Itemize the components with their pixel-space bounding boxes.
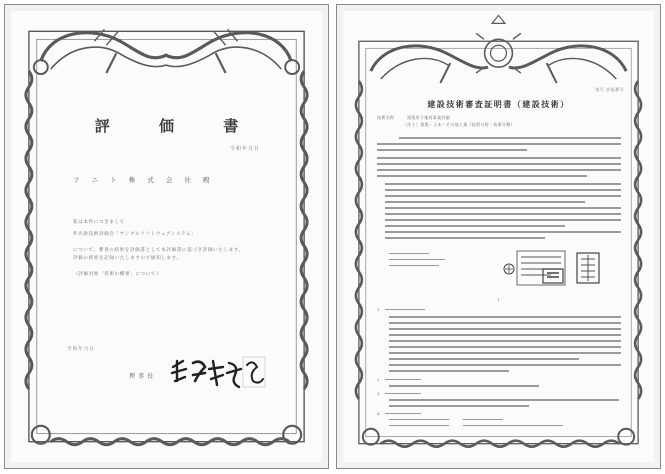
- section-4-number: 4.: [377, 411, 381, 416]
- certificate-right-panel: [336, 4, 661, 469]
- subject-value: 建築用下地材事業評価: [407, 115, 450, 120]
- certificate-right: [343, 11, 654, 462]
- section-1-number: 1.: [377, 307, 381, 312]
- body-line-2: 件名新技術評価会「サンブルソフトウェアシステム」: [73, 232, 197, 237]
- official-seals: [503, 247, 603, 289]
- document-number: 第号 評価番号: [595, 87, 624, 92]
- body-line-1: 私は本件につきまして: [73, 220, 125, 225]
- subject-note: （注１）建築・土木・その他工業（技術分野・技術分類）: [403, 122, 515, 127]
- certificate-date: 令和年月日: [229, 146, 260, 152]
- subject-label: 技術名称: [377, 115, 395, 120]
- body-line-4: 評価の結果を記録いたしますので通知します。: [73, 256, 182, 261]
- recipient-name: フ ニ ト 株 式 会 社 殿: [73, 176, 215, 184]
- signer-title: 理事長: [129, 373, 157, 380]
- issue-date: 令和年月日: [67, 347, 95, 352]
- section-2-number: 2.: [377, 377, 381, 382]
- certificate-title: 評 価 書: [94, 117, 261, 135]
- body-line-5: （評価対象「技術の概要」について）: [73, 272, 162, 277]
- page-number: 1: [497, 297, 500, 302]
- handwritten-signature: [169, 353, 267, 391]
- certificate-left: [11, 11, 322, 462]
- section-3-number: 3.: [377, 391, 381, 396]
- certificate-title: 建設技術審査証明書（建設技術）: [427, 99, 570, 109]
- certificate-left-panel: [4, 4, 329, 469]
- body-line-3: について、審査の結果を評価書として本評価書に基づき評価いたします。: [73, 248, 244, 253]
